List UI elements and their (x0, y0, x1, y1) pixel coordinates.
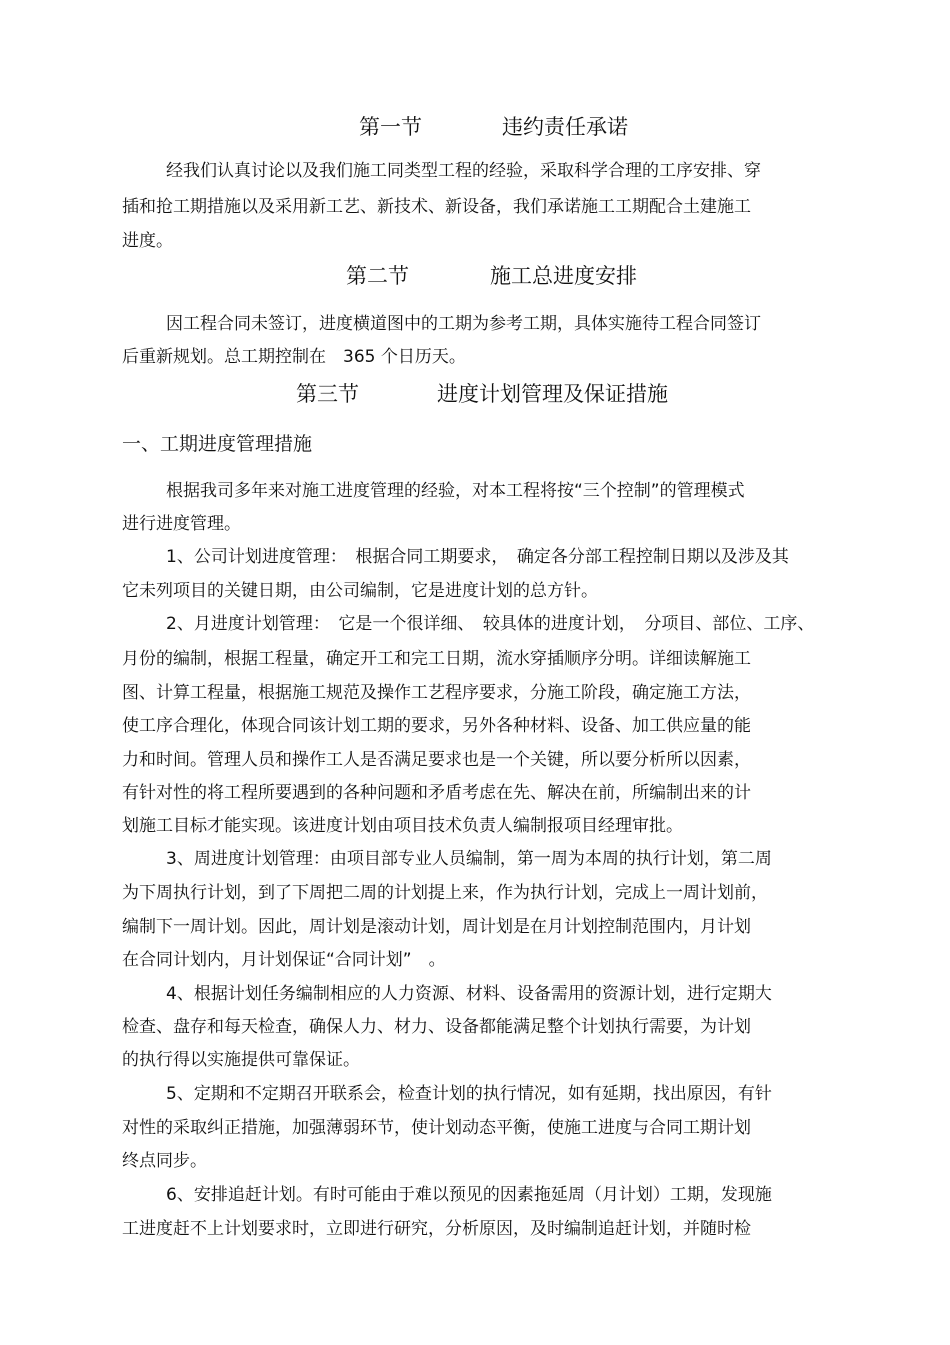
item-4-line: 4、根据计划任务编制相应的人力资源、材料、设备需用的资源计划，进行定期大 (166, 984, 772, 1004)
item-3-line: 编制下一周计划。因此，周计划是滚动计划，周计划是在月计划控制范围内，月计划 (122, 917, 751, 937)
paragraph-line: 后重新规划。总工期控制在 365 个日历天。 (122, 347, 466, 367)
item-2-line: 图、计算工程量，根据施工规范及操作工艺程序要求，分施工阶段，确定施工方法， (122, 683, 751, 703)
subsection-heading: 一、工期进度管理措施 (122, 433, 313, 455)
paragraph-line: 经我们认真讨论以及我们施工同类型工程的经验，采取科学合理的工序安排、穿 (166, 161, 761, 181)
item-5-line: 终点同步。 (122, 1151, 207, 1171)
paragraph-line: 插和抢工期措施以及采用新工艺、新技术、新设备，我们承诺施工工期配合土建施工 (122, 197, 751, 217)
paragraph-line: 进行进度管理。 (122, 514, 241, 534)
section-2-title: 施工总进度安排 (490, 264, 637, 288)
item-3-line: 为下周执行计划，到了下周把二周的计划提上来，作为执行计划，完成上一周计划前， (122, 883, 768, 903)
item-2-line: 划施工目标才能实现。该进度计划由项目技术负责人编制报项目经理审批。 (122, 816, 683, 836)
section-3-number: 第三节 (296, 382, 359, 406)
paragraph-line: 根据我司多年来对施工进度管理的经验，对本工程将按“三个控制”的管理模式 (166, 481, 745, 501)
item-2-line: 月份的编制，根据工程量，确定开工和完工日期，流水穿插顺序分明。详细读解施工 (122, 649, 751, 669)
item-3-line: 3、周进度计划管理：由项目部专业人员编制，第一周为本周的执行计划，第二周 (166, 849, 772, 869)
section-2-number: 第二节 (346, 264, 409, 288)
item-5-line: 对性的采取纠正措施，加强薄弱环节，使计划动态平衡，使施工进度与合同工期计划 (122, 1118, 751, 1138)
item-2-line: 有针对性的将工程所要遇到的各种问题和矛盾考虑在先、解决在前，所编制出来的计 (122, 783, 751, 803)
section-1-number: 第一节 (359, 115, 422, 139)
section-1-title: 违约责任承诺 (502, 115, 628, 139)
paragraph-line: 因工程合同未签订，进度横道图中的工期为参考工期，具体实施待工程合同签订 (166, 314, 761, 334)
item-4-line: 的执行得以实施提供可靠保证。 (122, 1050, 360, 1070)
paragraph-line: 进度。 (122, 231, 173, 251)
section-3-title: 进度计划管理及保证措施 (437, 382, 668, 406)
item-2-line: 力和时间。管理人员和操作工人是否满足要求也是一个关键，所以要分析所以因素， (122, 750, 751, 770)
item-3-line: 在合同计划内，月计划保证“合同计划” 。 (122, 950, 446, 970)
item-2-line: 2、月进度计划管理： 它是一个很详细、 较具体的进度计划， 分项目、部位、工序、 (166, 614, 815, 634)
item-5-line: 5、定期和不定期召开联系会，检查计划的执行情况，如有延期，找出原因，有针 (166, 1084, 772, 1104)
item-4-line: 检查、盘存和每天检查，确保人力、材力、设备都能满足整个计划执行需要，为计划 (122, 1017, 751, 1037)
item-6-line: 工进度赶不上计划要求时，立即进行研究，分析原因，及时编制追赶计划，并随时检 (122, 1219, 751, 1239)
item-1-line: 1、公司计划进度管理： 根据合同工期要求， 确定各分部工程控制日期以及涉及其 (166, 547, 789, 567)
item-1-line: 它未列项目的关键日期，由公司编制，它是进度计划的总方针。 (122, 581, 598, 601)
item-2-line: 使工序合理化，体现合同该计划工期的要求，另外各种材料、设备、加工供应量的能 (122, 716, 751, 736)
item-6-line: 6、安排追赶计划。有时可能由于难以预见的因素拖延周（月计划）工期，发现施 (166, 1185, 772, 1205)
